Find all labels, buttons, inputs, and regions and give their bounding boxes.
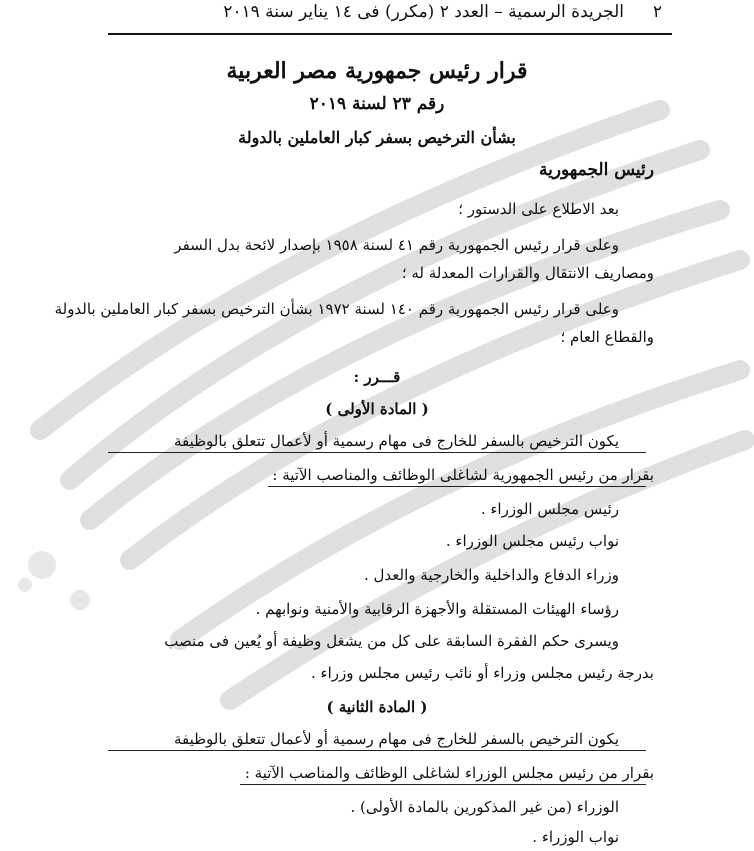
article1-line: يكون الترخيص بالسفر للخارج فى مهام رسمية أو لأعمال تتعلق بالوظيفة (173, 432, 619, 450)
decree-subject: بشأن الترخيص بسفر كبار العاملين بالدولة (238, 128, 516, 147)
article2-line: بقرار من رئيس مجلس الوزراء لشاغلى الوظائف والمناصب الآتية : (244, 764, 654, 782)
underline (268, 486, 646, 487)
article2-heading: ( المادة الثانية ) (326, 698, 428, 716)
article2-line: الوزراء (من غير المذكورين بالمادة الأولى) . (350, 798, 619, 816)
preamble-line: ومصاريف الانتقال والقرارات المعدلة له ؛ (401, 264, 654, 282)
underline (108, 750, 646, 751)
article1-line: ويسرى حكم الفقرة السابقة على كل من يشغل وظيفة أو يُعين فى منصب (164, 632, 619, 650)
article1-line: وزراء الدفاع والداخلية والخارجية والعدل . (364, 566, 619, 584)
decree-title: قرار رئيس جمهورية مصر العربية (226, 58, 528, 84)
article1-line: رئيس مجلس الوزراء . (480, 500, 619, 518)
article1-line: نواب رئيس مجلس الوزراء . (445, 532, 619, 550)
article1-heading: ( المادة الأولى ) (325, 400, 429, 418)
preamble-line: وعلى قرار رئيس الجمهورية رقم ٤١ لسنة ١٩٥٨ بإصدار لائحة بدل السفر (174, 236, 619, 254)
underline (240, 784, 646, 785)
article1-line: بدرجة رئيس مجلس وزراء أو نائب رئيس مجلس وزراء . (310, 664, 654, 682)
article2-line: نواب الوزراء . (532, 828, 619, 846)
underline (108, 452, 646, 453)
decree-issuer: رئيس الجمهورية (538, 160, 654, 180)
running-header: الجريدة الرسمية – العدد ٢ (مكرر) فى ١٤ يناير سنة ٢٠١٩ (223, 2, 624, 22)
preamble-line: والقطاع العام ؛ (560, 328, 654, 346)
preamble-line: وعلى قرار رئيس الجمهورية رقم ١٤٠ لسنة ١٩٧٢ بشأن الترخيص بسفر كبار العاملين بالدولة (54, 300, 619, 318)
decree-number: رقم ٢٣ لسنة ٢٠١٩ (309, 94, 445, 114)
decided-heading: قـــرر : (353, 368, 401, 386)
header-divider (108, 33, 672, 35)
page-number: ٢ (652, 2, 662, 22)
article1-line: بقرار من رئيس الجمهورية لشاغلى الوظائف والمناصب الآتية : (272, 466, 654, 484)
article2-line: يكون الترخيص بالسفر للخارج فى مهام رسمية أو لأعمال تتعلق بالوظيفة (173, 730, 619, 748)
preamble-line: بعد الاطلاع على الدستور ؛ (458, 200, 619, 218)
article1-line: رؤساء الهيئات المستقلة والأجهزة الرقابية والأمنية ونوابهم . (255, 600, 619, 618)
